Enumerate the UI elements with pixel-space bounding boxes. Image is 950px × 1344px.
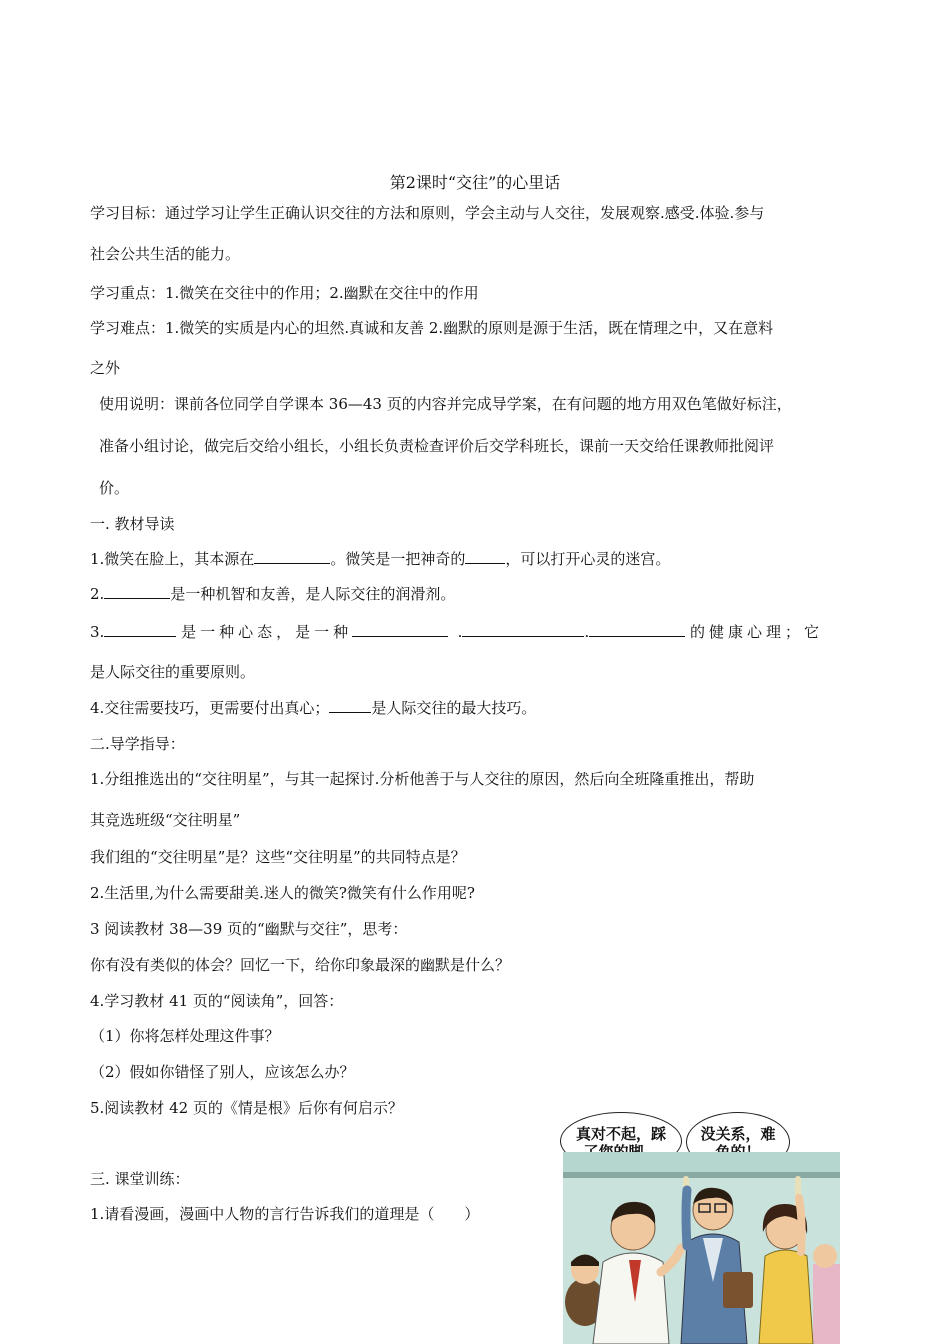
- usage-line1: 使用说明：课前各位同学自学课本 36—43 页的内容并完成导学案，在有问题的地方用双色笔做好标注，: [99, 395, 792, 413]
- q3-text-e: 的健康心理；它: [690, 623, 824, 641]
- section1-q3: [90, 622, 823, 642]
- section1-q2: [90, 584, 455, 604]
- page-title: 第2课时“交往”的心里话: [389, 173, 561, 192]
- woman-raised-arm: [799, 1198, 802, 1252]
- section2-q1-line3: 我们组的“交往明星”是？这些“交往明星”的共同特点是？: [90, 848, 466, 866]
- q3-text-a: 3.: [90, 623, 105, 641]
- section2-q1-line2: 其竞选班级“交往明星”: [90, 811, 241, 829]
- section2-q2: 2.生活里,为什么需要甜美.迷人的微笑?微笑有什么作用呢?: [90, 884, 475, 902]
- section1-q4: [90, 698, 536, 718]
- answer-blank[interactable]: [462, 622, 584, 637]
- answer-blank[interactable]: [104, 622, 176, 637]
- section2-q5: 5.阅读教材 42 页的《情是根》后你有何启示？: [90, 1099, 403, 1117]
- key-points: 学习重点：1.微笑在交往中的作用；2.幽默在交往中的作用: [90, 284, 479, 302]
- section1-q1: [90, 549, 670, 569]
- briefcase-icon: [723, 1272, 753, 1308]
- usage-line3: 价。: [99, 479, 130, 497]
- answer-blank[interactable]: [352, 622, 448, 637]
- section2-q1-line1: 1.分组推选出的“交往明星”，与其一起探讨.分析他善于与人交往的原因，然后向全班隆重推出，帮助: [90, 770, 755, 788]
- q2-text-a: 2.: [90, 585, 105, 603]
- q3-dot-1: .: [457, 623, 463, 641]
- seated-person: [813, 1264, 840, 1344]
- answer-blank[interactable]: [254, 549, 330, 564]
- answer-blank[interactable]: [465, 549, 505, 564]
- section2-heading: 二.导学指导：: [90, 735, 185, 753]
- section2-q4-sub1: （1）你将怎样处理这件事？: [90, 1027, 280, 1045]
- section3-q1: 1.请看漫画，漫画中人物的言行告诉我们的道理是（ ）: [90, 1205, 480, 1223]
- cartoon-illustration: [563, 1152, 840, 1344]
- answer-blank[interactable]: [329, 698, 371, 713]
- speech-bubble-left: 真对不起，踩: [560, 1112, 682, 1170]
- section2-q4-sub2: （2）假如你错怪了别人，应该怎么办？: [90, 1063, 355, 1081]
- answer-blank[interactable]: [104, 584, 170, 599]
- speech-bubble-right: 没关系，难: [686, 1112, 790, 1172]
- q1-text-c: ，可以打开心灵的迷宫。: [505, 550, 671, 568]
- section2-q4-line1: 4.学习教材 41 页的“阅读角”，回答：: [90, 992, 344, 1010]
- section1-heading: 一. 教材导读: [90, 515, 175, 533]
- q2-text-b: 是一种机智和友善，是人际交往的润滑剂。: [170, 585, 456, 603]
- q4-text-a: 4.交往需要技巧，更需要付出真心；: [90, 699, 330, 717]
- q3-dot-2: .: [584, 623, 590, 641]
- objectives-line1: 学习目标：通过学习让学生正确认识交往的方法和原则，学会主动与人交往，发展观察.感受.体验.参与: [90, 204, 765, 222]
- section2-q3-line1: 3 阅读教材 38—39 页的“幽默与交往”，思考：: [90, 920, 408, 938]
- woman-yellow-top: [759, 1250, 813, 1344]
- answer-blank[interactable]: [589, 622, 685, 637]
- difficulties-line1: 学习难点：1.微笑的实质是内心的坦然.真诚和友善 2.幽默的原则是源于生活，既在情理之中，又在意料: [90, 319, 774, 337]
- section2-q3-line2: 你有没有类似的体会？回忆一下，给你印象最深的幽默是什么？: [90, 956, 511, 974]
- objectives-line2: 社会公共生活的能力。: [90, 245, 241, 263]
- q4-text-b: 是人际交往的最大技巧。: [371, 699, 537, 717]
- difficulties-line2: 之外: [90, 359, 121, 377]
- q3-text-b: 是一种心态，是一种: [181, 623, 353, 641]
- section1-q3-line2: 是人际交往的重要原则。: [90, 663, 256, 681]
- usage-line2: 准备小组讨论，做完后交给小组长，小组长负责检查评价后交学科班长，课前一天交给任课教师批阅评: [99, 437, 775, 455]
- section3-heading: 三. 课堂训练：: [90, 1170, 190, 1188]
- q1-text-b: 。微笑是一把神奇的: [330, 550, 466, 568]
- q1-text-a: 1.微笑在脸上，其本源在: [90, 550, 255, 568]
